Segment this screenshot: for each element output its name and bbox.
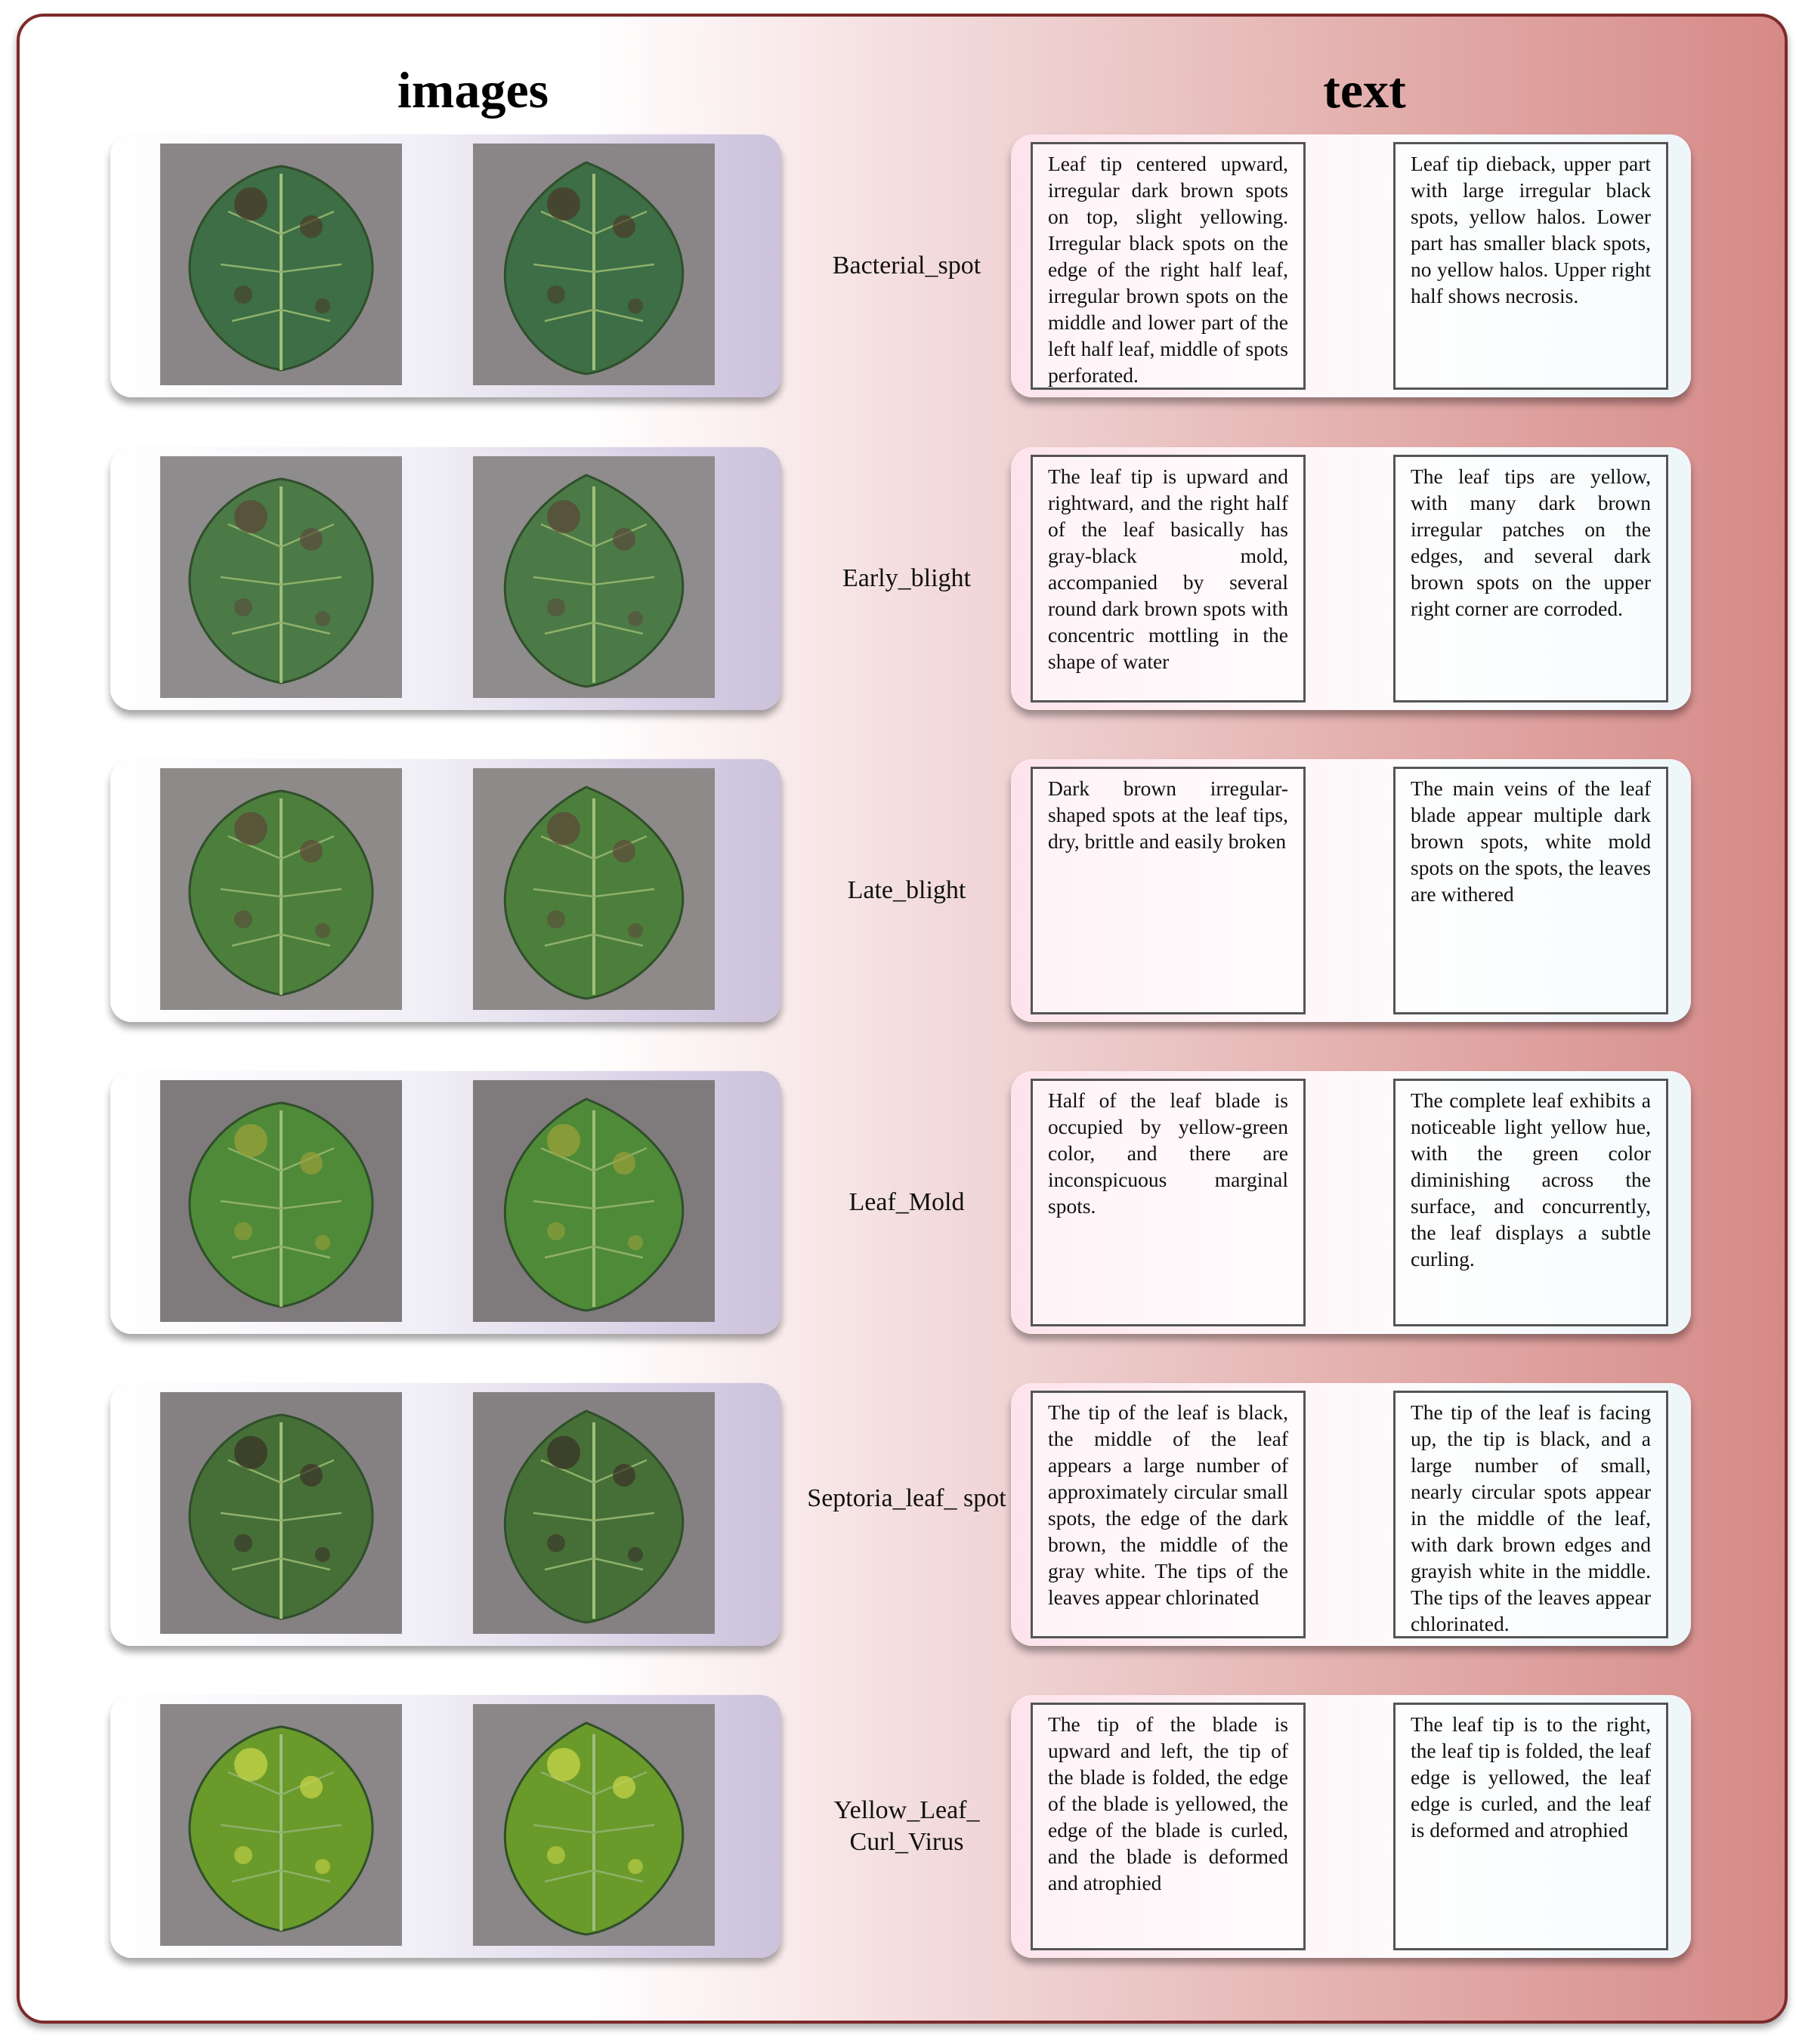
disease-label: Late_blight (847, 876, 966, 904)
description-right: The main veins of the leaf blade appear multiple dark brown spots, white mold spots on the spots, the leaves are withered (1393, 767, 1668, 1014)
text-card (1011, 134, 1691, 397)
description-right: The leaf tip is to the right, the leaf tip is folded, the leaf edge is yellowed, the leaf edge is curled, and the leaf is deformed and atrophied (1393, 1703, 1668, 1950)
text-card (1011, 447, 1691, 710)
image-card (110, 1695, 781, 1958)
disease-label: Yellow_Leaf_ Curl_Virus (833, 1796, 980, 1856)
text-card (1011, 1071, 1691, 1334)
description-left: Half of the leaf blade is occupied by yellow-green color, and there are inconspicuous marginal spots. (1031, 1079, 1306, 1326)
images-heading: images (397, 61, 549, 119)
text-card (1011, 1695, 1691, 1958)
leaf-photo-first (160, 456, 402, 698)
description-left: Leaf tip centered upward, irregular dark brown spots on top, slight yellowing. Irregular black spots on the edge of the right half leaf, irregular brown spots on the middle and lower part of the left half leaf, middle of spots perforated. (1031, 142, 1306, 390)
leaf-photo-second (473, 768, 715, 1010)
description-left: The leaf tip is upward and rightward, and the right half of the leaf basically has gray-black mold, accompanied by several round dark brown spots with concentric mottling in the shape of water (1031, 455, 1306, 702)
leaf-photo-first (160, 144, 402, 385)
description-left: Dark brown irregular-shaped spots at the leaf tips, dry, brittle and easily broken (1031, 767, 1306, 1014)
leaf-photo-second (473, 1704, 715, 1946)
image-card (110, 759, 781, 1022)
leaf-photo-first (160, 768, 402, 1010)
leaf-photo-first (160, 1704, 402, 1946)
image-card (110, 1071, 781, 1334)
image-card (110, 134, 781, 397)
text-heading: text (1323, 61, 1406, 119)
description-left: The tip of the blade is upward and left, the tip of the blade is folded, the edge of the blade is yellowed, the edge of the blade is curled, and the blade is deformed and atrophied (1031, 1703, 1306, 1950)
description-right: The complete leaf exhibits a noticeable light yellow hue, with the green color diminishing across the surface, and concurrently, the leaf displays a subtle curling. (1393, 1079, 1668, 1326)
leaf-photo-first (160, 1392, 402, 1634)
text-card (1011, 1383, 1691, 1646)
disease-label: Leaf_Mold (848, 1188, 965, 1216)
image-card (110, 447, 781, 710)
disease-label: Bacterial_spot (832, 252, 981, 279)
description-left: The tip of the leaf is black, the middle of the leaf appears a large number of approximately circular small spots, the edge of the dark brown, the middle of the gray white. The tips of the leaves appear chlorinated (1031, 1391, 1306, 1638)
leaf-photo-second (473, 456, 715, 698)
description-right: The tip of the leaf is facing up, the tip is black, and a large number of small, nearly circular spots appear in the middle of the leaf, with dark brown edges and grayish white in the middle. The tips of the leaves appear chlorinated. (1393, 1391, 1668, 1638)
description-right: Leaf tip dieback, upper part with large irregular black spots, yellow halos. Lower part has smaller black spots, no yellow halos. Upper right half shows necrosis. (1393, 142, 1668, 390)
leaf-photo-second (473, 144, 715, 385)
description-right: The leaf tips are yellow, with many dark brown irregular patches on the edges, and several dark brown spots on the upper right corner are corroded. (1393, 455, 1668, 702)
disease-label: Septoria_leaf_ spot (807, 1484, 1006, 1512)
disease-label: Early_blight (842, 564, 971, 592)
leaf-photo-second (473, 1392, 715, 1634)
leaf-photo-second (473, 1080, 715, 1322)
image-card (110, 1383, 781, 1646)
leaf-photo-first (160, 1080, 402, 1322)
text-card (1011, 759, 1691, 1022)
